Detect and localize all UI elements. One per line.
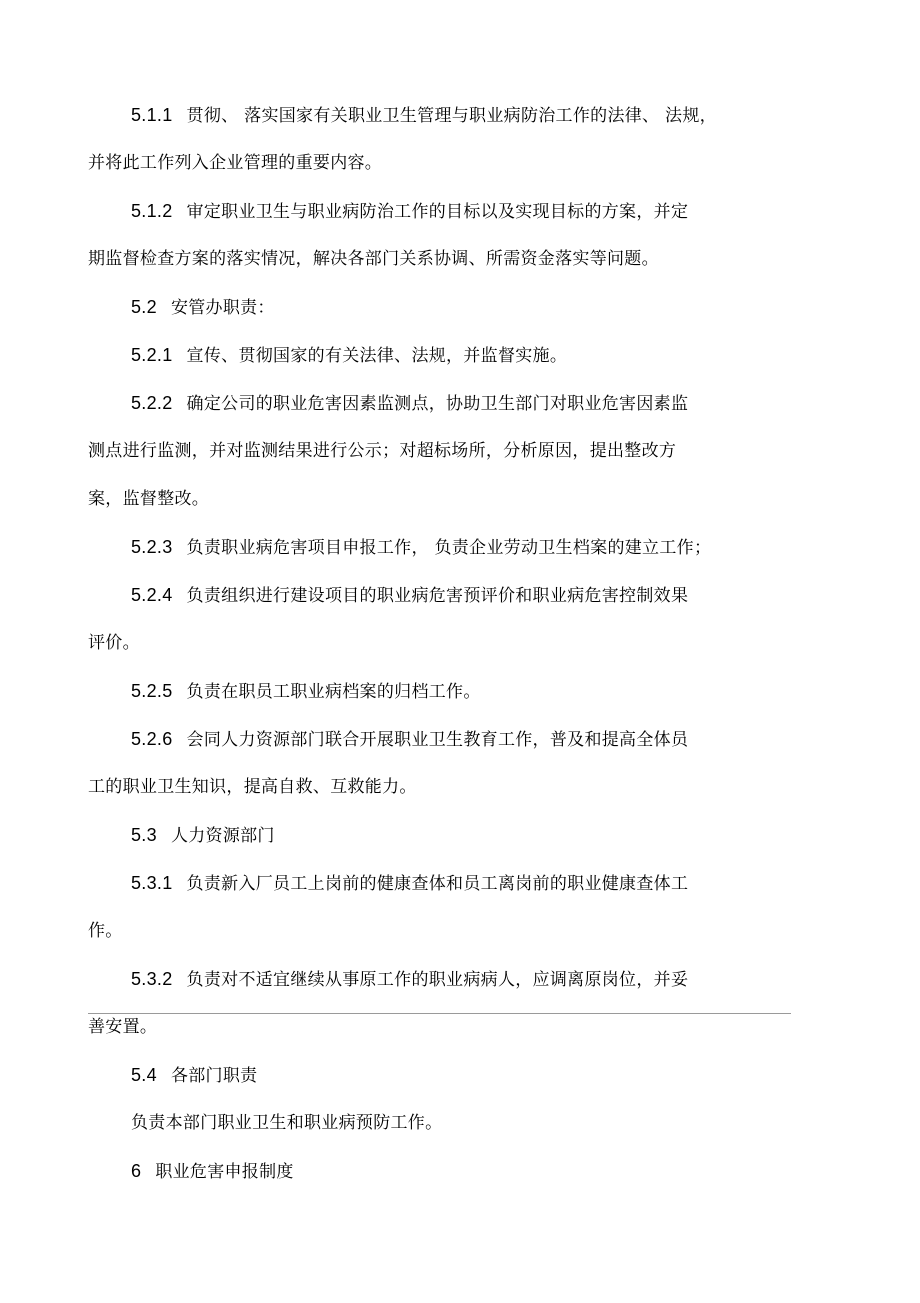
- clause-number: 5.2.3: [131, 537, 173, 557]
- clause-5-2-6-line-1: [131, 727, 688, 752]
- clause-5-3-2-line-1: [131, 967, 688, 992]
- section-number: 5.4: [131, 1065, 157, 1085]
- section-title: 人力资源部门: [170, 826, 275, 846]
- clause-text: 负责组织进行建设项目的职业病危害预评价和职业病危害控制效果: [186, 586, 689, 606]
- clause-text: 负责职业病危害项目申报工作， 负责企业劳动卫生档案的建立工作；: [186, 538, 712, 558]
- section-number: 5.2: [131, 297, 157, 317]
- clause-5-1-1-line-1: [131, 103, 717, 128]
- section-title: 安管办职责：: [170, 298, 275, 318]
- clause-text: 审定职业卫生与职业病防治工作的目标以及实现目标的方案，并定: [186, 202, 689, 222]
- clause-text: 贯彻、 落实国家有关职业卫生管理与职业病防治工作的法律、 法规，: [186, 106, 717, 126]
- clause-number: 5.2.4: [131, 585, 173, 605]
- section-6-heading: [131, 1159, 294, 1184]
- section-number: 6: [131, 1161, 142, 1181]
- clause-number: 5.2.1: [131, 345, 173, 365]
- clause-5-2-2-line-1: [131, 391, 688, 416]
- clause-5-2-2-line-2: 测点进行监测，并对监测结果进行公示；对超标场所，分析原因，提出整改方: [88, 441, 677, 461]
- clause-5-2-5-line-1: [131, 679, 481, 704]
- clause-5-3-1-line-1: [131, 871, 688, 896]
- clause-5-2-3-line-1: [131, 535, 711, 560]
- clause-5-3-1-line-2: 作。: [88, 921, 123, 941]
- clause-5-3-2-line-2: 善安置。: [88, 1017, 158, 1037]
- clause-text: 负责在职员工职业病档案的归档工作。: [186, 682, 481, 702]
- clause-5-2-4-line-2: 评价。: [88, 633, 140, 653]
- section-5-3-heading: [131, 823, 275, 848]
- clause-text: 确定公司的职业危害因素监测点，协助卫生部门对职业危害因素监: [186, 394, 689, 414]
- clause-5-1-1-line-2: 并将此工作列入企业管理的重要内容。: [88, 153, 383, 173]
- clause-number: 5.2.2: [131, 393, 173, 413]
- clause-number: 5.3.1: [131, 873, 173, 893]
- clause-text: 会同人力资源部门联合开展职业卫生教育工作，普及和提高全体员: [186, 730, 689, 750]
- clause-number: 5.1.2: [131, 201, 173, 221]
- clause-5-2-2-line-3: 案，监督整改。: [88, 489, 210, 509]
- clause-text: 宣传、贯彻国家的有关法律、法规，并监督实施。: [186, 346, 568, 366]
- section-5-4-heading: [131, 1063, 257, 1088]
- section-number: 5.3: [131, 825, 157, 845]
- clause-5-1-2-line-2: 期监督检查方案的落实情况，解决各部门关系协调、所需资金落实等问题。: [88, 249, 659, 269]
- clause-text: 负责新入厂员工上岗前的健康查体和员工离岗前的职业健康查体工: [186, 874, 689, 894]
- clause-number: 5.1.1: [131, 105, 173, 125]
- clause-number: 5.3.2: [131, 969, 173, 989]
- clause-text: 负责对不适宜继续从事原工作的职业病病人，应调离原岗位，并妥: [186, 970, 689, 990]
- page-break-rule: [88, 1013, 791, 1014]
- section-title: 职业危害申报制度: [155, 1162, 294, 1182]
- clause-5-2-6-line-2: 工的职业卫生知识，提高自救、互救能力。: [88, 777, 417, 797]
- clause-number: 5.2.5: [131, 681, 173, 701]
- section-title: 各部门职责: [170, 1066, 258, 1086]
- section-5-4-text: 负责本部门职业卫生和职业病预防工作。: [131, 1113, 443, 1133]
- section-5-2-heading: [131, 295, 275, 320]
- clause-5-1-2-line-1: [131, 199, 688, 224]
- clause-5-2-1-line-1: [131, 343, 567, 368]
- clause-number: 5.2.6: [131, 729, 173, 749]
- clause-5-2-4-line-1: [131, 583, 688, 608]
